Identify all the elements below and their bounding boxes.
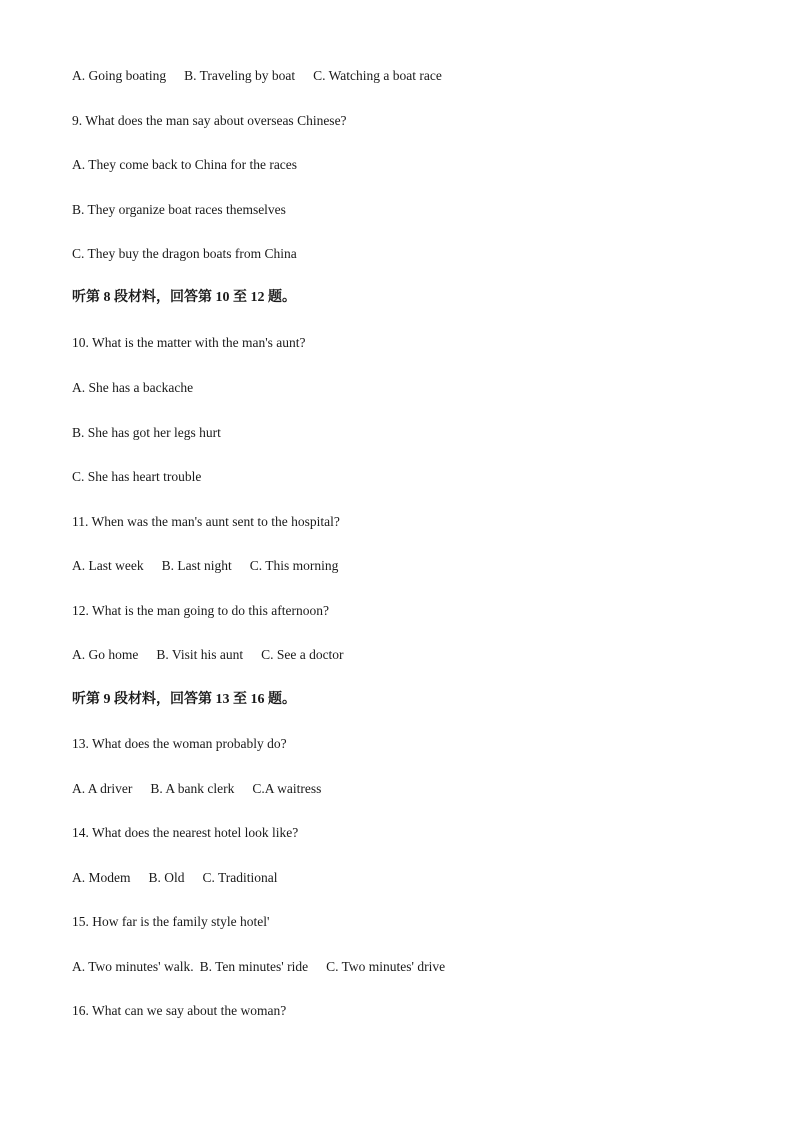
question-12: 12. What is the man going to do this afternoon? <box>72 603 329 618</box>
options-line-14 <box>72 869 278 887</box>
question-16: 16. What can we say about the woman? <box>72 1003 287 1018</box>
options-line-15 <box>72 958 445 976</box>
question-10: 10. What is the matter with the man's aunt? <box>72 335 306 350</box>
option-a: A. Going boating <box>72 68 167 83</box>
question-11: 11. When was the man's aunt sent to the hospital? <box>72 514 340 529</box>
option-c: C. This morning <box>249 558 339 573</box>
question-14: 14. What does the nearest hotel look like? <box>72 825 299 840</box>
answer-10-c: C. She has heart trouble <box>72 469 202 484</box>
options-line-12 <box>72 646 344 664</box>
options-line-8 <box>72 67 442 85</box>
option-a: A. A driver <box>72 781 133 796</box>
option-c: C.A waitress <box>252 781 322 796</box>
option-b: B. Last night <box>161 558 232 573</box>
option-c: C. Traditional <box>202 870 278 885</box>
section-heading-8: 听第 8 段材料，回答第 10 至 12 题。 <box>72 290 296 305</box>
option-c: C. Watching a boat race <box>313 68 442 83</box>
option-b: B. Ten minutes' ride <box>199 959 309 974</box>
option-b: B. Visit his aunt <box>156 647 244 662</box>
question-9: 9. What does the man say about overseas Chinese? <box>72 113 347 128</box>
option-b: B. Traveling by boat <box>184 68 296 83</box>
answer-9-a: A. They come back to China for the races <box>72 157 298 172</box>
option-b: B. Old <box>148 870 185 885</box>
answer-10-a: A. She has a backache <box>72 380 194 395</box>
section-heading-9: 听第 9 段材料，回答第 13 至 16 题。 <box>72 692 296 707</box>
option-c: C. See a doctor <box>261 647 344 662</box>
option-c: C. Two minutes' drive <box>326 959 446 974</box>
option-a: A. Two minutes' walk. <box>72 959 194 974</box>
options-line-13 <box>72 780 321 798</box>
option-a: A. Last week <box>72 558 144 573</box>
option-b: B. A bank clerk <box>150 781 235 796</box>
question-15: 15. How far is the family style hotel' <box>72 914 270 929</box>
answer-9-c: C. They buy the dragon boats from China <box>72 246 297 261</box>
answer-10-b: B. She has got her legs hurt <box>72 425 221 440</box>
option-a: A. Modem <box>72 870 131 885</box>
options-line-11 <box>72 557 338 575</box>
option-a: A. Go home <box>72 647 139 662</box>
question-13: 13. What does the woman probably do? <box>72 736 287 751</box>
answer-9-b: B. They organize boat races themselves <box>72 202 286 217</box>
